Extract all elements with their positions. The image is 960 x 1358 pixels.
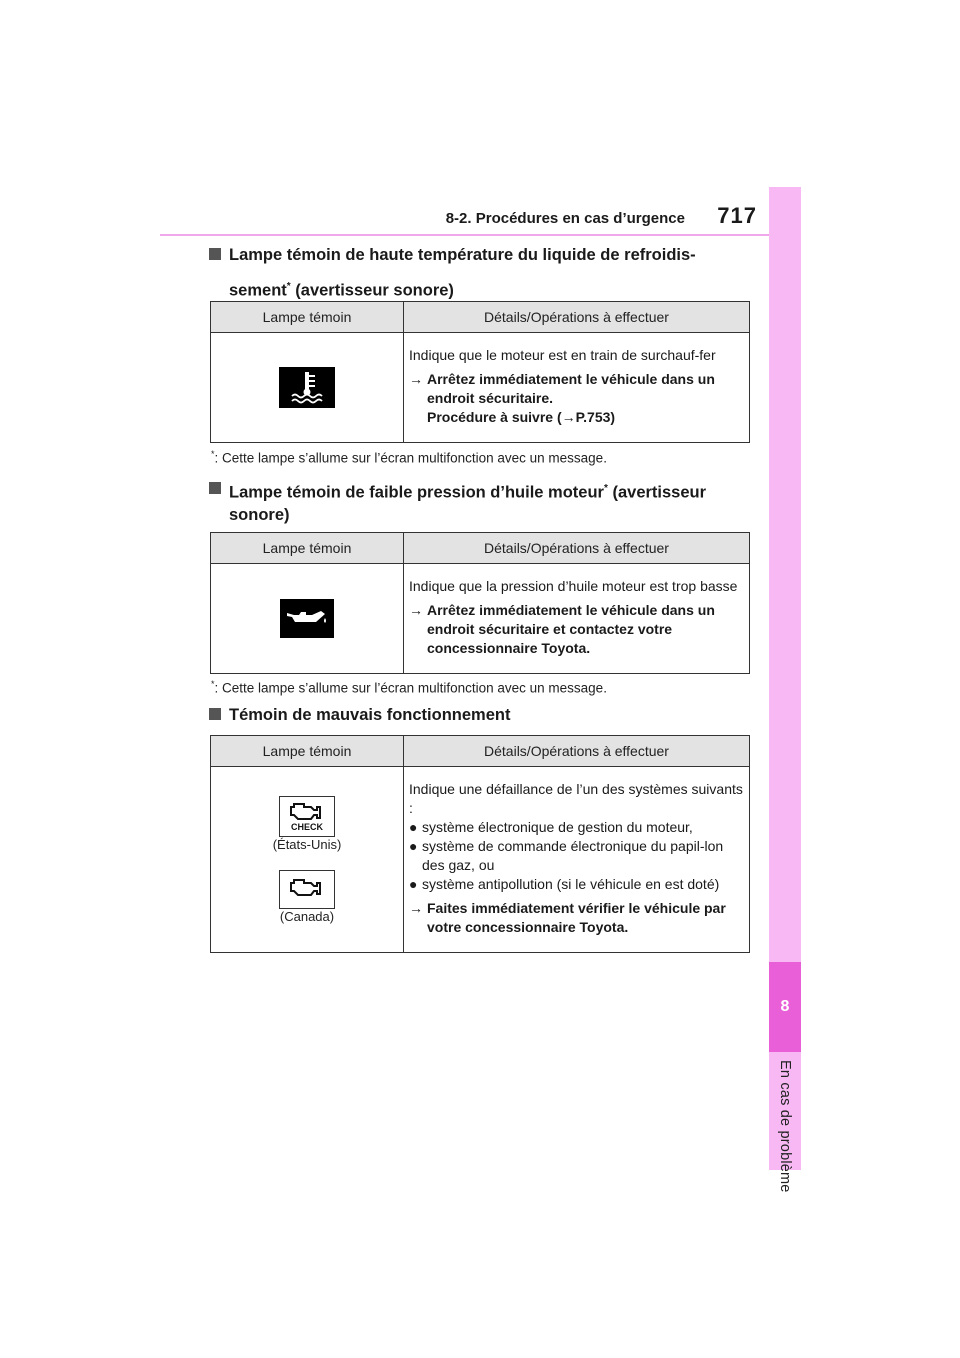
- caption-us: (États-Unis): [272, 836, 342, 852]
- heading-line-1: [212, 478, 706, 504]
- detail-description: Indique une défaillance de l’un des systèmes suivants :: [409, 781, 743, 816]
- column-header-details: Détails/Opérations à effectuer: [404, 736, 750, 767]
- chapter-side-tab: [769, 187, 801, 1193]
- lamp-cell: [211, 333, 404, 443]
- heading-bullet-square: [209, 482, 221, 494]
- heading-malfunction: [212, 704, 510, 726]
- heading-line-2: [212, 276, 696, 302]
- column-header-details: Détails/Opérations à effectuer: [404, 533, 750, 564]
- details-cell: [404, 333, 750, 443]
- heading-text: sement: [229, 281, 287, 300]
- list-item: [409, 875, 743, 894]
- section-title: 8-2. Procédures en cas d’urgence: [445, 210, 685, 227]
- warning-table-malfunction: [210, 735, 750, 953]
- list-item-text: système de commande électronique du papil-lon des gaz, ou: [422, 838, 724, 873]
- check-engine-icon-label: CHECK: [290, 821, 324, 832]
- column-header-details: Détails/Opérations à effectuer: [404, 302, 750, 333]
- caption-canada: (Canada): [279, 908, 335, 924]
- arrow-icon: →: [409, 900, 423, 916]
- page-header: [160, 200, 769, 236]
- heading-oil-pressure: [212, 478, 706, 526]
- column-header-lamp: Lampe témoin: [211, 533, 404, 564]
- footnote-star: *: [211, 449, 215, 459]
- heading-line-1: Lampe témoin de haute température du liquide de refroidis-: [229, 246, 696, 264]
- chapter-label: En cas de problème: [777, 1060, 793, 1193]
- heading-line-2: sonore): [229, 505, 290, 524]
- action-line: [409, 601, 743, 658]
- arrow-icon: →: [409, 371, 423, 387]
- heading-line-1: Témoin de mauvais fonctionnement: [229, 706, 511, 724]
- action-line: [409, 899, 743, 937]
- coolant-temperature-icon: [279, 367, 335, 408]
- footnote-text: : Cette lampe s’allume sur l’écran multifonction avec un message.: [214, 680, 607, 696]
- chapter-number: 8: [769, 962, 801, 1052]
- action-text: Faites immédiatement vérifier le véhicule par votre concessionnaire Toyota.: [427, 900, 726, 935]
- detail-description: Indique que la pression d’huile moteur est trop basse: [409, 578, 738, 594]
- footnote-star: *: [603, 483, 608, 494]
- heading-text-tail: (avertisseur: [607, 483, 707, 502]
- action-line: [409, 370, 743, 427]
- bullet-icon: ●: [409, 838, 418, 854]
- detail-description: Indique que le moteur est en train de surchauf-fer: [409, 347, 716, 363]
- procedure-reference: Procédure à suivre (→P.753): [427, 409, 616, 425]
- action-text: Arrêtez immédiatement le véhicule dans un endroit sécuritaire.: [427, 371, 715, 406]
- bullet-icon: ●: [409, 819, 418, 835]
- chapter-label-box: [769, 1052, 801, 1222]
- page-number: 717: [717, 203, 757, 228]
- list-item-text: système électronique de gestion du moteur,: [422, 819, 693, 835]
- heading-bullet-square: [209, 248, 221, 260]
- heading-text-tail: (avertisseur sonore): [290, 281, 454, 300]
- warning-table-coolant: [210, 301, 750, 443]
- action-text: Arrêtez immédiatement le véhicule dans un endroit sécuritaire et contactez votre concessionnaire Toyota.: [427, 602, 715, 656]
- heading-coolant-temp: [212, 244, 696, 302]
- engine-icon: [279, 870, 335, 909]
- column-header-lamp: Lampe témoin: [211, 302, 404, 333]
- heading-text: Lampe témoin de faible pression d’huile moteur: [229, 483, 604, 502]
- check-engine-icon: [279, 796, 335, 837]
- details-cell: [404, 564, 750, 674]
- warning-table-oil: [210, 532, 750, 674]
- bullet-icon: ●: [409, 876, 418, 892]
- action-text-wrap: [427, 370, 743, 427]
- heading-bullet-square: [209, 708, 221, 720]
- lamp-cell: [211, 564, 404, 674]
- details-cell: [404, 767, 750, 953]
- lamp-cell: [211, 767, 404, 953]
- footnote-star: *: [286, 281, 291, 292]
- list-item-text: système antipollution (si le véhicule en est doté): [422, 876, 720, 892]
- footnote-coolant: [211, 449, 607, 466]
- footnote-star: *: [211, 679, 215, 689]
- column-header-lamp: Lampe témoin: [211, 736, 404, 767]
- oil-pressure-icon: [280, 599, 334, 638]
- arrow-icon: →: [409, 602, 423, 618]
- list-item: [409, 837, 743, 875]
- footnote-text: : Cette lampe s’allume sur l’écran multifonction avec un message.: [214, 450, 607, 466]
- footnote-oil: [211, 679, 607, 696]
- list-item: [409, 818, 743, 837]
